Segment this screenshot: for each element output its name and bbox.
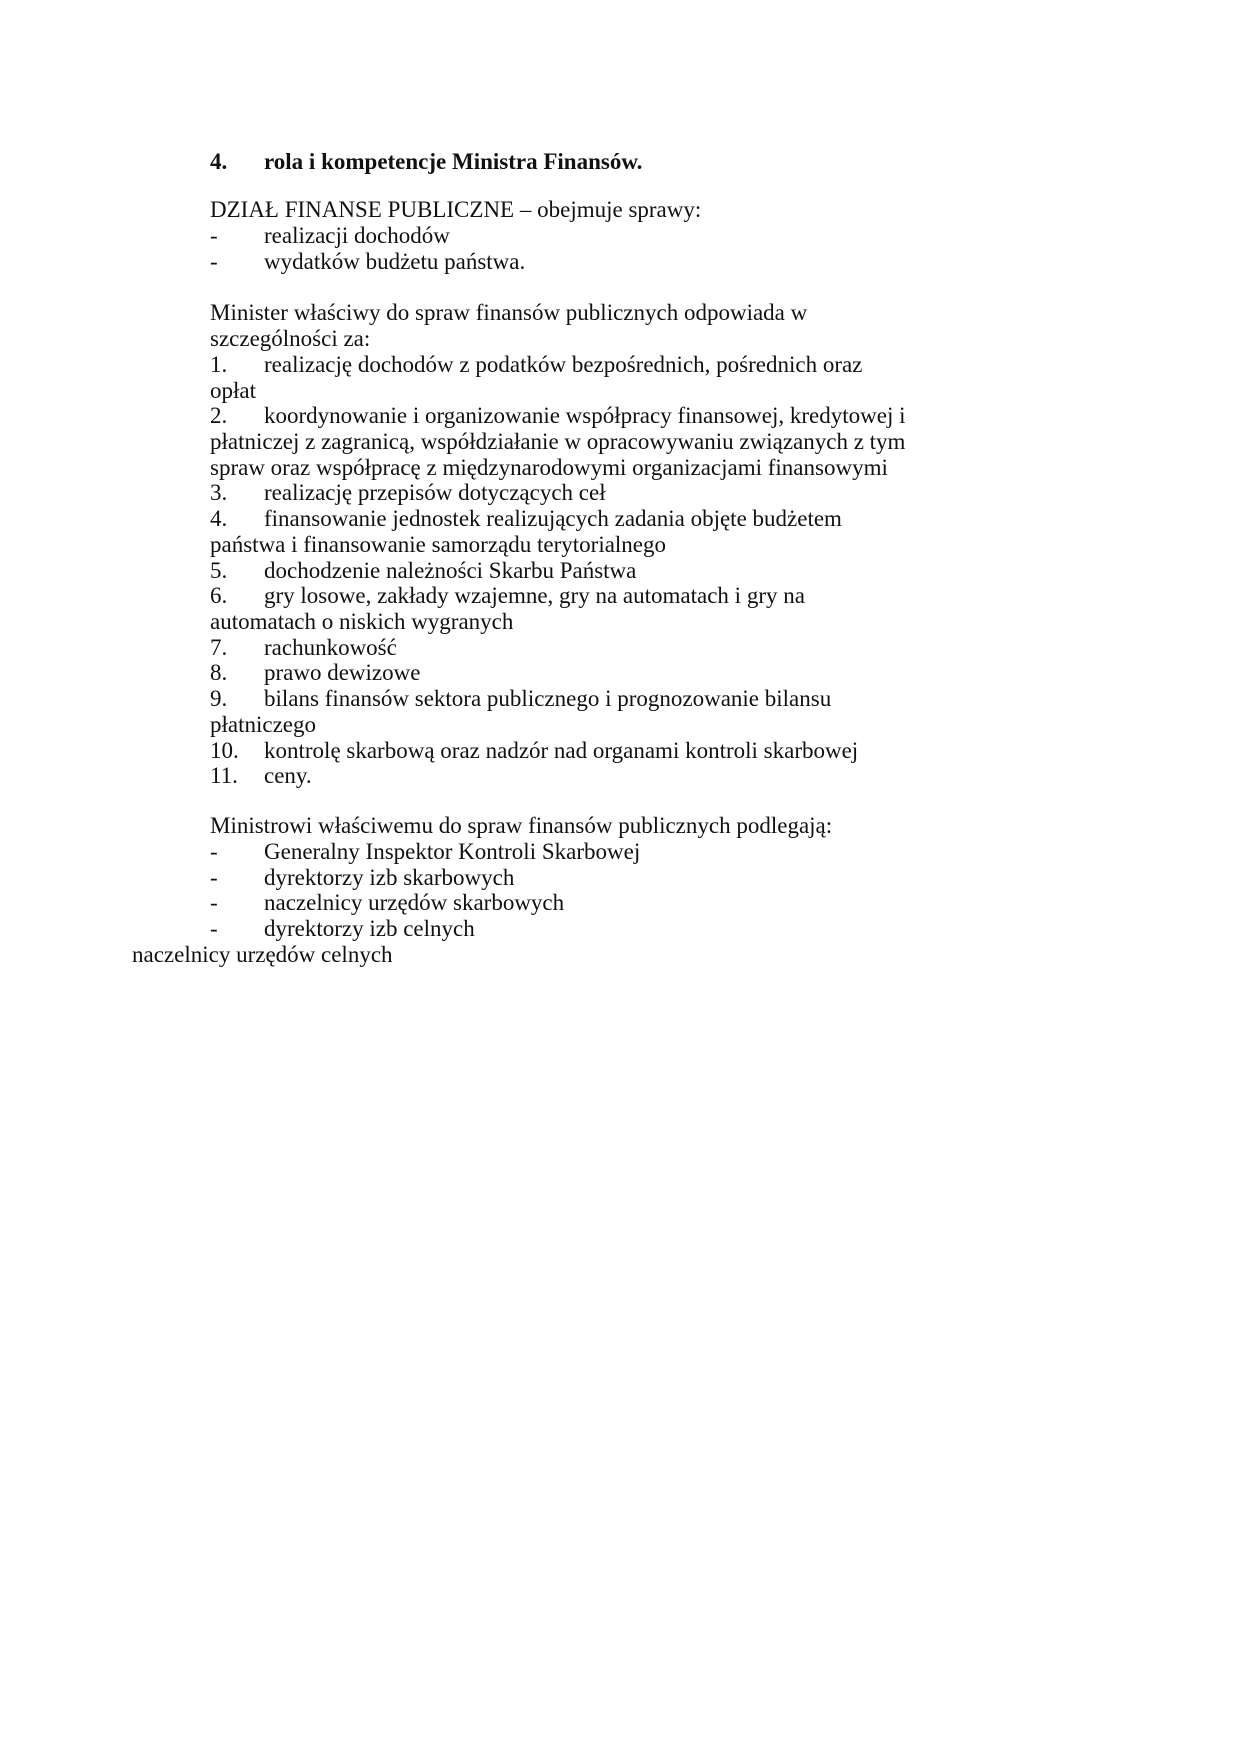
bullet: - [210, 839, 218, 864]
section1-intro [210, 196, 701, 224]
item-text: dochodzenie należności Skarbu Państwa [264, 558, 637, 583]
item-text-continuation: opłat [210, 378, 256, 403]
item-text: koordynowanie i organizowanie współpracy finansowej, kredytowej i [264, 403, 906, 428]
item-number: 10. [210, 738, 239, 763]
heading-number: 4. [210, 149, 228, 174]
item-text-continuation: płatniczej z zagranicą, współdziałanie w opracowywaniu związanych z tym [210, 429, 906, 454]
item-text-continuation: automatach o niskich wygranych [210, 609, 514, 634]
item-text-continuation: państwa i finansowanie samorządu terytorialnego [210, 532, 667, 557]
item-number: 1. [210, 352, 228, 377]
section1-intro-a: DZIAŁ FINANSE PUBLICZNE – [210, 197, 538, 222]
item-text: realizację dochodów z podatków bezpośrednich, pośrednich oraz [264, 352, 863, 377]
item-text: rachunkowość [264, 635, 397, 660]
bullet-text: dyrektorzy izb celnych [264, 916, 475, 941]
item-number: 2. [210, 403, 228, 428]
section2-intro-cont: szczególności za: [210, 326, 371, 351]
bullet: - [210, 865, 218, 890]
bullet-text: Generalny Inspektor Kontroli Skarbowej [264, 839, 641, 864]
item-number: 5. [210, 558, 228, 583]
item-number: 11. [210, 763, 238, 788]
bullet: - [210, 249, 218, 274]
item-text: kontrolę skarbową oraz nadzór nad organami kontroli skarbowej [264, 738, 859, 763]
bullet-text: realizacji dochodów [264, 223, 450, 248]
trailing-line: naczelnicy urzędów celnych [132, 942, 393, 967]
item-text: realizację przepisów dotyczących ceł [264, 480, 606, 505]
item-number: 4. [210, 506, 228, 531]
bullet-text: naczelnicy urzędów skarbowych [264, 890, 565, 915]
item-number: 7. [210, 635, 228, 660]
item-number: 9. [210, 686, 228, 711]
item-text-continuation: płatniczego [210, 712, 317, 737]
item-text: bilans finansów sektora publicznego i prognozowanie bilansu [264, 686, 832, 711]
item-text: prawo dewizowe [264, 660, 421, 685]
item-text: gry losowe, zakłady wzajemne, gry na automatach i gry na [264, 583, 805, 608]
heading-title: rola i kompetencje Ministra Finansów. [264, 149, 643, 174]
item-number: 3. [210, 480, 228, 505]
section1-intro-b: obejmuje sprawy: [537, 197, 702, 222]
section3-intro: Ministrowi właściwemu do spraw finansów publicznych podlegają: [210, 813, 833, 838]
item-text-continuation: spraw oraz współpracę z międzynarodowymi organizacjami finansowymi [210, 455, 888, 480]
item-text: finansowanie jednostek realizujących zadania objęte budżetem [264, 506, 842, 531]
item-number: 8. [210, 660, 228, 685]
item-text: ceny. [264, 763, 312, 788]
bullet-text: wydatków budżetu państwa. [264, 249, 526, 274]
section2-intro: Minister właściwy do spraw finansów publicznych odpowiada w [210, 300, 808, 325]
bullet-text: dyrektorzy izb skarbowych [264, 865, 515, 890]
item-number: 6. [210, 583, 228, 608]
bullet: - [210, 890, 218, 915]
bullet: - [210, 916, 218, 941]
bullet: - [210, 223, 218, 248]
